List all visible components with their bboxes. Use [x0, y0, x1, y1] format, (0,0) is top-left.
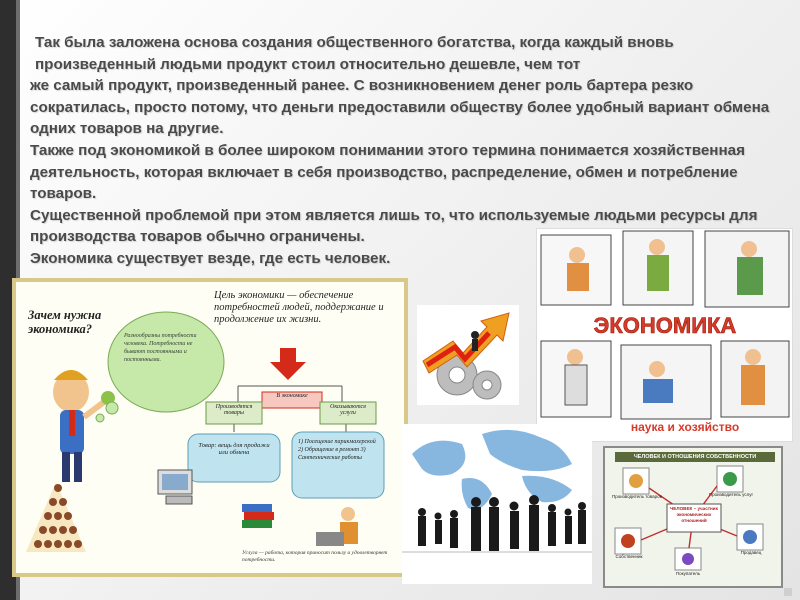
worker-icon — [316, 507, 358, 546]
poster-goal: Цель экономики — обеспечение потребностей людей, поддержание и продолжение их жизни. — [214, 290, 384, 325]
collage-title: ЭКОНОМИКА — [593, 313, 737, 338]
bubble-text: Разнообразны потребности человека. Потребности не бывают постоянными и постоянными. — [124, 333, 197, 363]
person-silhouette-icon — [471, 331, 479, 351]
label-seller: Продавец — [740, 550, 762, 555]
business-silhouettes-icon — [418, 495, 586, 551]
boy-figure-icon — [53, 370, 115, 482]
label-buyer: Покупатель — [675, 571, 701, 576]
poster-question: Зачем нужна экономика? — [28, 308, 102, 336]
paragraph-1: Так была заложена основа создания общественного богатства, когда каждый вновь произведенный людьми продукт стоил относительно дешевле, чем тот — [35, 34, 674, 73]
property-relations-chart — [603, 446, 783, 588]
people-pyramid-icon — [26, 482, 86, 552]
paragraph-4: Существенной проблемой при этом является лишь то, что используемые людьми ресурсы для производства товаров обычно ограничены. — [30, 206, 758, 246]
label-producer-goods: Производитель товаров — [611, 494, 663, 499]
label-producer-services: Производитель услуг — [708, 492, 754, 497]
property-center: ЧЕЛОВЕК – участник экономических отношений — [670, 506, 718, 523]
poster-footnote: Услуга — работа, которая приносит пользу и удовлетворяет потребности. — [242, 550, 388, 563]
up-arrow-icon — [423, 313, 509, 373]
poster-center-label: В экономике — [276, 393, 308, 399]
down-arrow-icon — [270, 348, 306, 380]
paragraph-3: Также под экономикой в более широком понимании этого термина понимается хозяйственная деятельность, которая включает в себя производство, распределение, обмен и потребление товаров. — [30, 141, 745, 203]
books-icon — [242, 504, 274, 528]
growth-arrow-gears-image — [417, 305, 519, 405]
property-header: ЧЕЛОВЕК И ОТНОШЕНИЯ СОБСТВЕННОСТИ — [615, 452, 775, 462]
poster-illustration — [16, 282, 404, 573]
poster-left-box: Производятся товары — [215, 404, 253, 416]
economy-collage-image — [536, 228, 793, 442]
poster-left-result: Товар: вещь для продажи или обмена — [198, 442, 270, 456]
economy-purpose-poster — [12, 278, 408, 577]
corner-marker — [784, 588, 792, 596]
poster-right-box: Оказываются услуги — [330, 404, 366, 416]
paragraph-5: Экономика существует везде, где есть человек. — [30, 249, 391, 267]
poster-right-list: 1) Посещение парикмахерской 2) Обращение в ремонт 3) Сантехнические работы — [298, 439, 376, 461]
business-people-map-image — [402, 424, 592, 584]
computer-icon — [158, 470, 192, 504]
paragraph-2: же самый продукт, произведенный ранее. С возникновением денег роль бартера резко сократилась, просто потому, что деньги предоставили обществу более удобный вариант обмена одних товаров на другие. — [30, 77, 770, 138]
collage-subtitle: наука и хозяйство — [630, 420, 740, 434]
label-owner: Собственник — [615, 554, 643, 559]
